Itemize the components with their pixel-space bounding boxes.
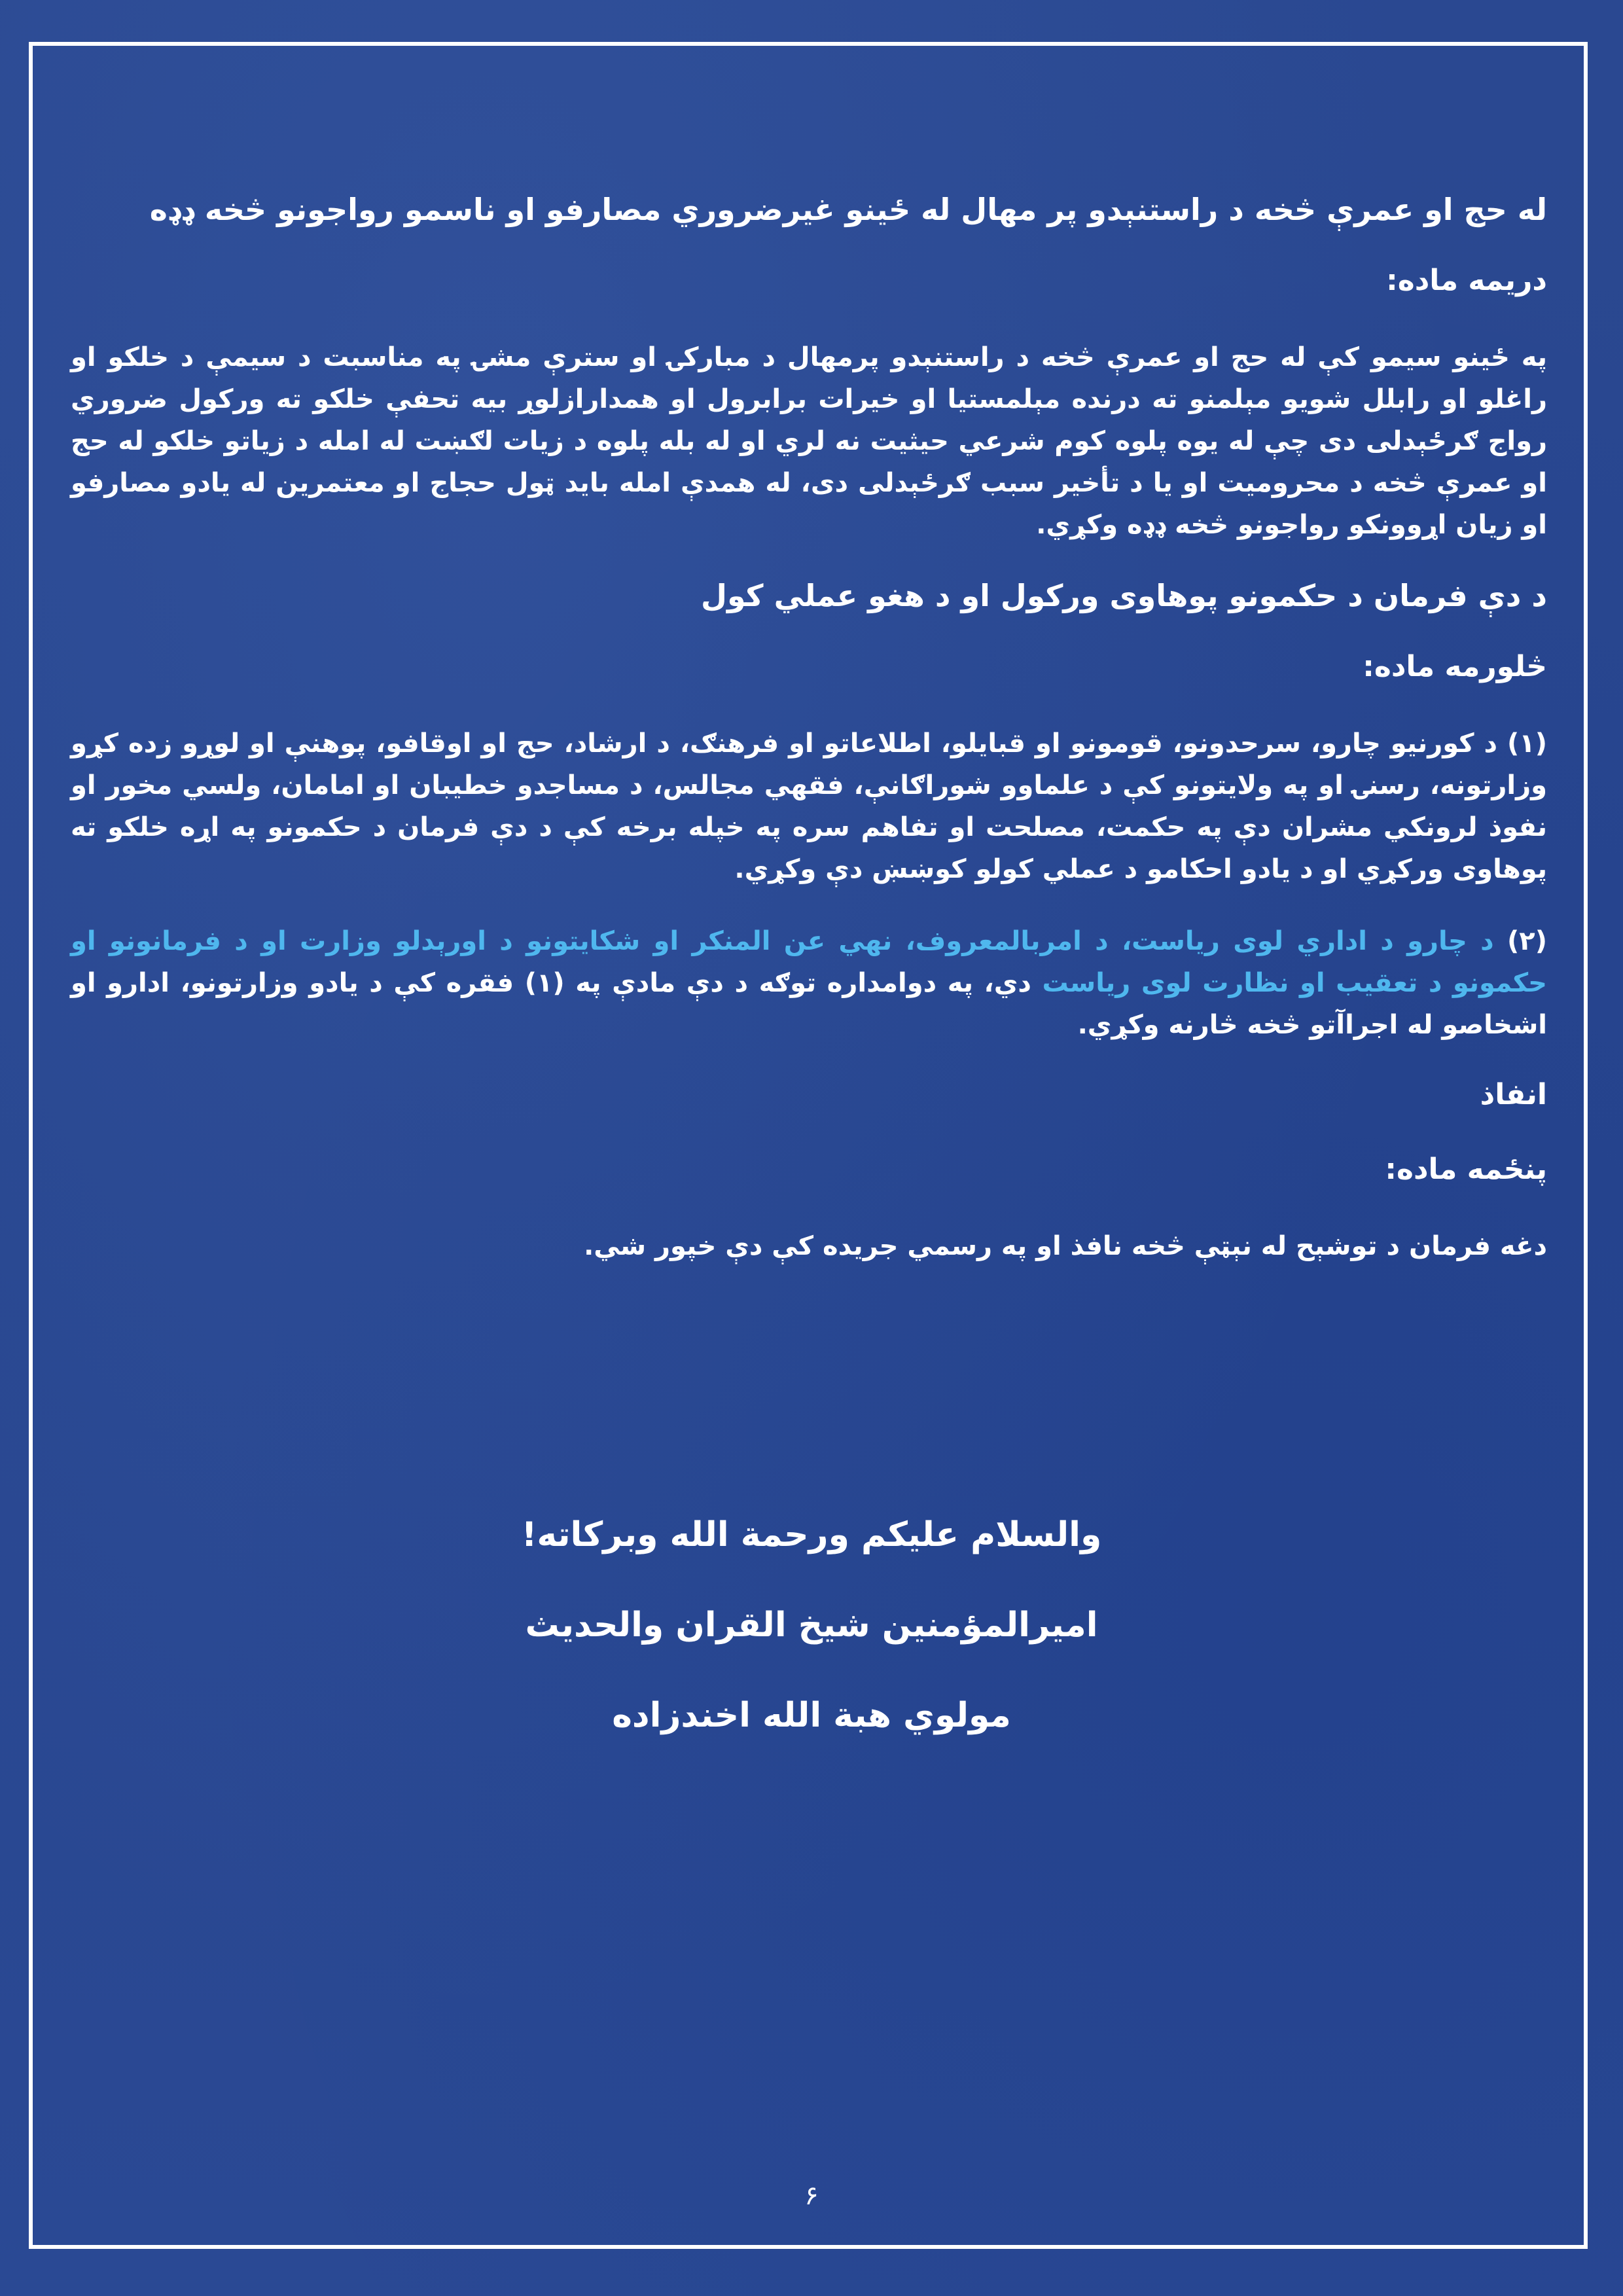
paragraph-number: (۲) <box>1493 926 1547 956</box>
signer-title: اميرالمؤمنين شيخ القران والحديث <box>525 1605 1098 1645</box>
enforcement-label: انفاذ <box>1480 1078 1547 1111</box>
article-4-text: په ځينو سيمو کې له حج او عمرې څخه د راستنېدو پرمهال د مبارکۍ او سترې مشۍ په مناسبت د سيمې د خلکو او راغلو او رابلل شويو مېلمنو ته درنده مېلمستيا او خيرات برابرول او همدارازلوړ بيه تحفې خلکو ته ورکول ضروري رواج ګرځېدلی دی چې له يوه پلوه کوم شرعي حيثيت نه لري او له بله پلوه د زيات لګښت له امله د زياتو خلکو له حج او عمرې څخه د محروميت او يا د تأخير سبب ګرځېدلی دی، له همدې امله بايد ټول حجاج او معتمرين له يادو مصارفو او زيان اړوونکو رواجونو څخه ډډه وکړي. <box>71 342 1547 540</box>
article-4-label: دريمه ماده: <box>1386 264 1547 297</box>
signer-name: مولوي هبة الله اخندزاده <box>612 1696 1011 1735</box>
document-title: له حج او عمرې څخه د راستنېدو پر مهال له ځينو غيرضروري مصارفو او ناسمو رواجونو څخه ډډه <box>149 192 1547 227</box>
article-6-label: پنځمه ماده: <box>1385 1153 1547 1186</box>
section-heading: د دې فرمان د حکمونو پوهاوی ورکول او د هغو عملي کول <box>701 578 1547 613</box>
article-5-label: څلورمه ماده: <box>1363 650 1547 683</box>
article-5-paragraph-2 <box>71 920 1547 1046</box>
closing-salutation: والسلام عليکم ورحمة الله وبرکاته! <box>521 1515 1102 1554</box>
page-number: ۶ <box>804 2181 819 2211</box>
document-body <box>71 190 1547 1297</box>
article-5-paragraph-1: (۱) د کورنيو چارو، سرحدونو، قومونو او قبايلو، اطلاعاتو او فرهنګ، د ارشاد، حج او اوقافو، پوهنې او لوړو زده کړو وزارتونه، رسنۍ او په ولايتونو کې د علماوو شوراګانې، فقهي مجالس، د مساجدو خطيبان او امامان، ولسي مخور او نفوذ لرونکي مشران دې په حکمت، مصلحت او تفاهم سره په خپله برخه کې د دې فرمان د حکمونو په اړه خلکو ته پوهاوی ورکړي او د يادو احکامو د عملي کولو کوښښ دې وکړي. <box>71 728 1547 884</box>
highlighted-authorities: د چارو د اداري لوی رياست، د امربالمعروف، نهي عن المنکر او شکايتونو د اورېدلو وزارت او د فرمانونو او حکمونو د تعقيب او نظارت لوی رياست <box>71 926 1548 998</box>
paragraph-2-rest: دي، په دوامداره توګه د دې مادې په (۱) فقره کې د يادو وزارتونو، ادارو او اشخاصو له اجراآتو څخه څارنه وکړي. <box>71 968 1547 1040</box>
article-6-text: دغه فرمان د توشېح له نېټې څخه نافذ او په رسمي جريده کې دې خپور شي. <box>584 1231 1547 1261</box>
